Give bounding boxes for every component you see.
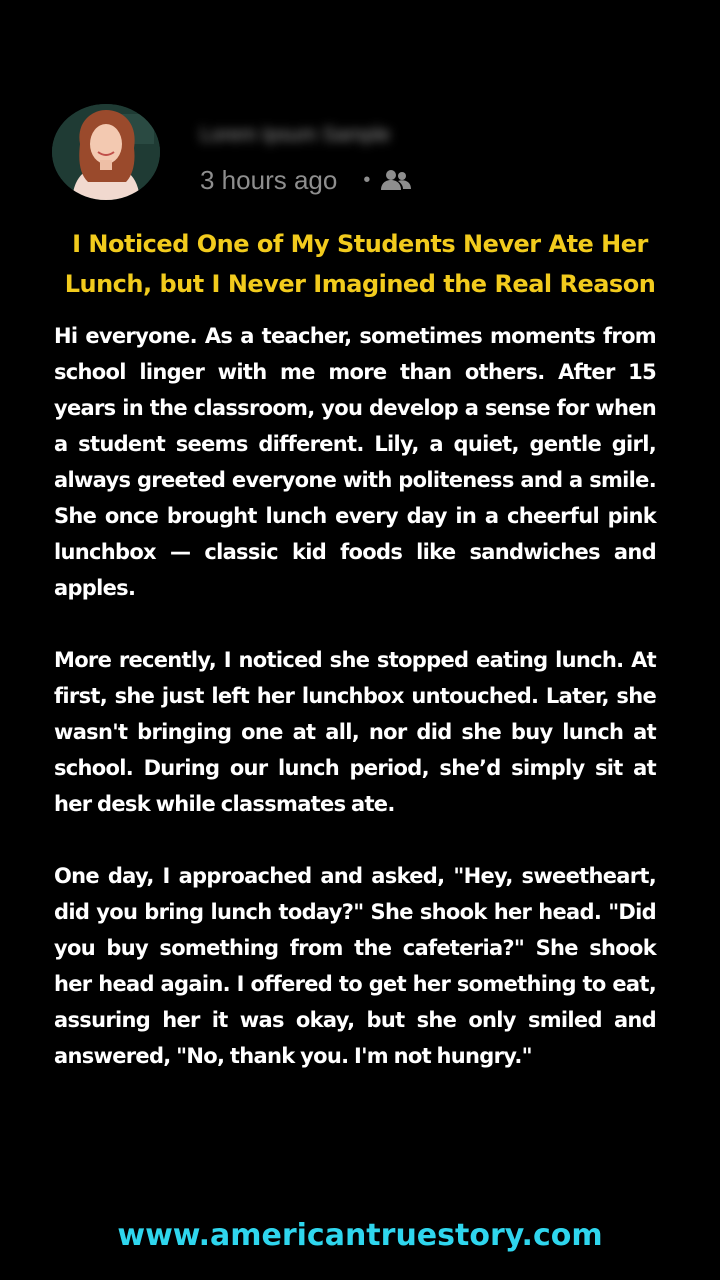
avatar-portrait-icon	[52, 104, 160, 200]
story-paragraph: More recently, I noticed she stopped eating lunch. At first, she just left her lunchbox untouched. Later, she wasn't bringing one at all, nor did she buy lunch at school. During our lunch period, she’d simply sit at her desk while classmates ate.	[54, 648, 656, 816]
friends-icon[interactable]	[380, 168, 412, 192]
story-paragraph: One day, I approached and asked, "Hey, sweetheart, did you bring lunch today?" She shook her head. "Did you buy something from the cafeteria?" She shook her head again. I offered to get her something to eat, assuring her it was okay, but she only smiled and answered, "No, thank you. I'm not hungry."	[54, 864, 656, 1068]
post-meta	[200, 164, 412, 196]
story-body	[54, 318, 656, 1074]
author-avatar[interactable]	[52, 104, 160, 200]
meta-separator: •	[363, 168, 371, 191]
author-name[interactable]: Lorem Ipsum Sample	[200, 124, 391, 146]
post-timestamp[interactable]: 3 hours ago	[200, 164, 338, 195]
story-paragraph: Hi everyone. As a teacher, sometimes moments from school linger with me more than others. After 15 years in the classroom, you develop a sense for when a student seems different. Lily, a quiet, gentle girl, always greeted everyone with politeness and a smile. She once brought lunch every day in a cheerful pink lunchbox — classic kid foods like sandwiches and apples.	[54, 324, 656, 600]
post-header	[52, 104, 672, 204]
source-website-link[interactable]: www.americantruestory.com	[117, 1218, 603, 1253]
story-title: I Noticed One of My Students Never Ate Her Lunch, but I Never Imagined the Real Reason	[64, 230, 656, 298]
